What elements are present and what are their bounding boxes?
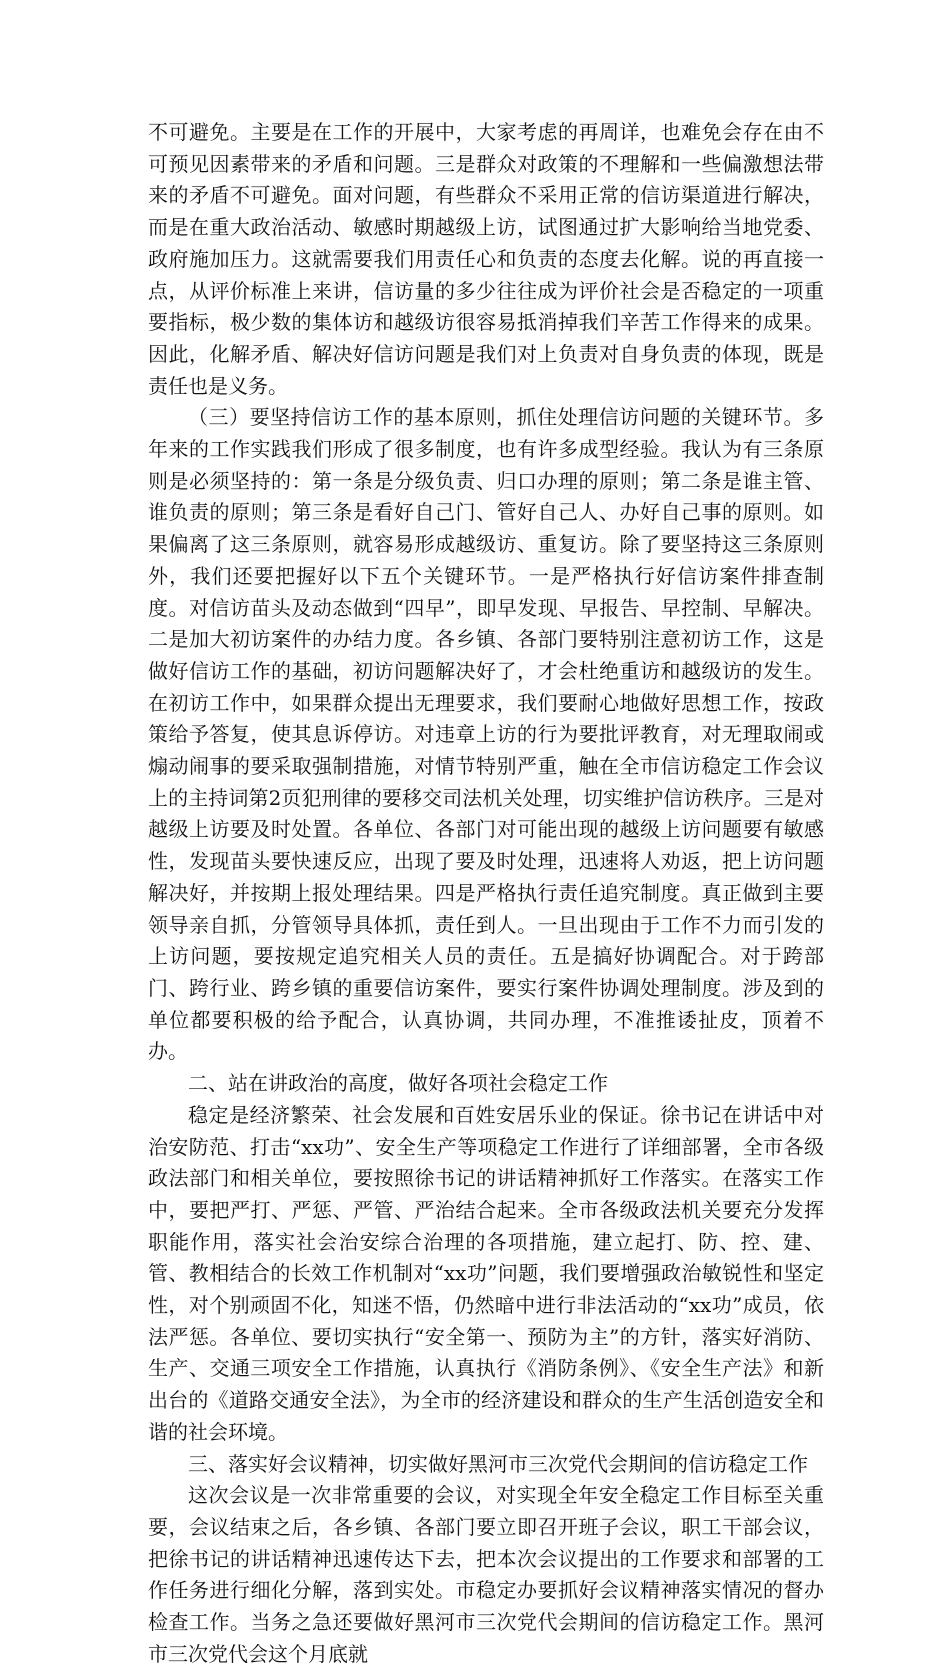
body-paragraph: 稳定是经济繁荣、社会发展和百姓安居乐业的保证。徐书记在讲话中对治安防范、打击“xx功”、安全生产等项稳定工作进行了详细部署，全市各级政法部门和相关单位，要按照徐书记的讲话精神抓好工作落实。在落实工作中，要把严打、严惩、严管、严治结合起来。全市各级政法机关要充分发挥职能作用，落实社会治安综合治理的各项措施，建立起打、防、控、建、管、教相结合的长效工作机制对“xx功”问题，我们要增强政治敏锐性和坚定性，对个别顽固不化，知迷不悟，仍然暗中进行非法活动的“xx功”成员，依法严惩。各单位、要切实执行“安全第一、预防为主”的方针，落实好消防、生产、交通三项安全工作措施，认真执行《消防条例》、《安全生产法》和新出台的《道路交通安全法》，为全市的经济建设和群众的生产生活创造安全和谐的社会环境。: [148, 1102, 824, 1444]
section-heading: 三、落实好会议精神，切实做好黑河市三次党代会期间的信访稳定工作: [188, 1451, 808, 1476]
body-paragraph: 不可避免。主要是在工作的开展中，大家考虑的再周详，也难免会存在由不可预见因素带来的矛盾和问题。三是群众对政策的不理解和一些偏激想法带来的矛盾不可避免。面对问题，有些群众不采用正常的信访渠道进行解决，而是在重大政治活动、敏感时期越级上访，试图通过扩大影响给当地党委、政府施加压力。这就需要我们用责任心和负责的态度去化解。说的再直接一点，从评价标准上来讲，信访量的多少往往成为评价社会是否稳定的一项重要指标，极少数的集体访和越级访很容易抵消掉我们辛苦工作得来的成果。因此，化解矛盾、解决好信访问题是我们对上负责对自身负责的体现，既是责任也是义务。: [148, 120, 824, 398]
document-page: [148, 117, 824, 1670]
body-paragraph: （三）要坚持信访工作的基本原则，抓住处理信访问题的关键环节。多年来的工作实践我们形成了很多制度，也有许多成型经验。我认为有三条原则是必须坚持的：第一条是分级负责、归口办理的原则；第二条是谁主管、谁负责的原则；第三条是看好自己门、管好自己人、办好自己事的原则。如果偏离了这三条原则，就容易形成越级访、重复访。除了要坚持这三条原则外，我们还要把握好以下五个关键环节。一是严格执行好信访案件排查制度。对信访苗头及动态做到“四早”，即早发现、早报告、早控制、早解决。二是加大初访案件的办结力度。各乡镇、各部门要特别注意初访工作，这是做好信访工作的基础，初访问题解决好了，才会杜绝重访和越级访的发生。在初访工作中，如果群众提出无理要求，我们要耐心地做好思想工作，按政策给予答复，使其息诉停访。对违章上访的行为要批评教育，对无理取闹或煽动闹事的要采取强制措施，对情节特别严重，触在全市信访稳定工作会议上的主持词第2页犯刑律的要移交司法机关处理，切实维护信访秩序。三是对越级上访要及时处置。各单位、各部门对可能出现的越级上访问题要有敏感性，发现苗头要快速反应，出现了要及时处理，迅速将人劝返，把上访问题解决好，并按期上报处理结果。四是严格执行责任追究制度。真正做到主要领导亲自抓，分管领导具体抓，责任到人。一旦出现由于工作不力而引发的上访问题，要按规定追究相关人员的责任。五是搞好协调配合。对于跨部门、跨行业、跨乡镇的重要信访案件，要实行案件协调处理制度。涉及到的单位都要积极的给予配合，认真协调，共同办理，不准推诿扯皮，顶着不办。: [148, 405, 824, 1064]
body-paragraph: 这次会议是一次非常重要的会议，对实现全年安全稳定工作目标至关重要，会议结束之后，各乡镇、各部门要立即召开班子会议，职工干部会议，把徐书记的讲话精神迅速传达下去，把本次会议提出的工作要求和部署的工作任务进行细化分解，落到实处。市稳定办要抓好会议精神落实情况的督办检查工作。当务之急还要做好黑河市三次党代会期间的信访稳定工作。黑河市三次党代会这个月底就: [148, 1483, 824, 1666]
section-heading: 二、站在讲政治的高度，做好各项社会稳定工作: [188, 1071, 608, 1096]
